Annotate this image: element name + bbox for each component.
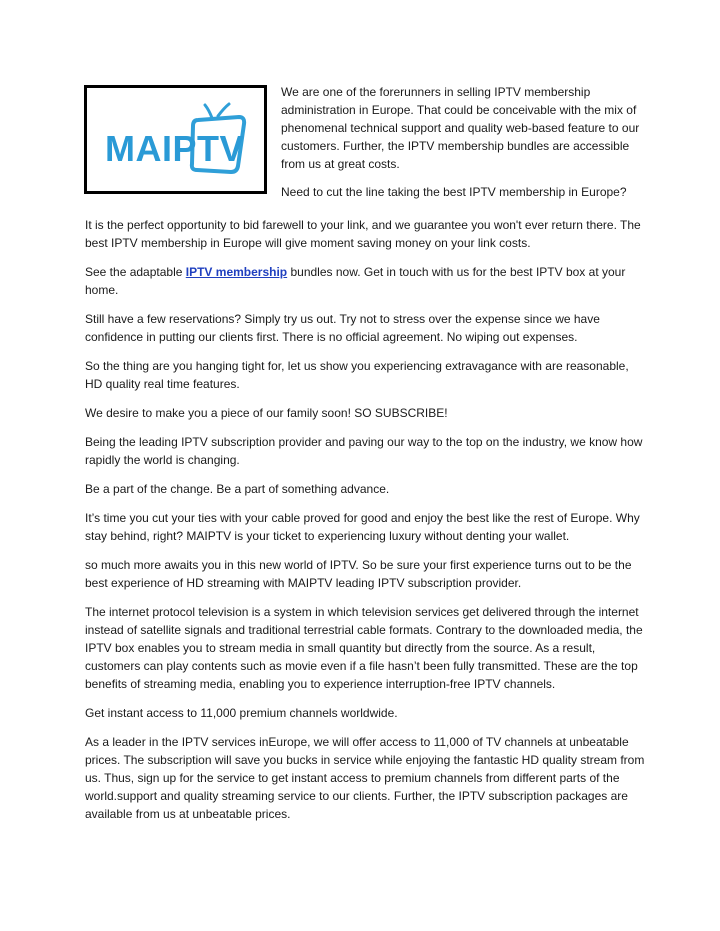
paragraph-3: Still have a few reservations? Simply try us out. Try not to stress over the expense since we have confidence in putting our clients first. There is no official agreement. No wiping out expenses. bbox=[85, 312, 600, 344]
paragraph-12: As a leader in the IPTV services inEurope, we will offer access to 11,000 of TV channels at unbeatable prices. The subscription will save you bucks in service while enjoying the fantastic HD quality stream from us. Thus, sign up for the service to get instant access to premium channels from different parts of the world.support and quality streaming service to our clients. Further, the IPTV subscription packages are available from us at unbeatable prices. bbox=[85, 735, 645, 821]
paragraph-4: So the thing are you hanging tight for, let us show you experiencing extravagance with are reasonable, HD quality real time features. bbox=[85, 359, 629, 391]
paragraph-2 bbox=[85, 263, 645, 299]
paragraph-7: Be a part of the change. Be a part of something advance. bbox=[85, 482, 390, 496]
paragraph-10: The internet protocol television is a system in which television services get delivered through the internet instead of satellite signals and traditional terrestrial cable formats. Contrary to the downloaded media, the IPTV box enables you to stream media in small quantity but directly from the source. As a result, customers can play contents such as movie even if a file hasn’t been fully transmitted. These are the top benefits of streaming media, enabling you to experience interruption-free IPTV channels. bbox=[85, 605, 643, 691]
paragraph-2-end: bundles now. Get in touch with us for the best IPTV box at your home. bbox=[85, 265, 626, 297]
intro-text bbox=[281, 83, 641, 211]
maiptv-logo bbox=[84, 85, 267, 194]
paragraph-9: so much more awaits you in this new world of IPTV. So be sure your first experience turns out to be the best experience of HD streaming with MAIPTV leading IPTV subscription provider. bbox=[85, 558, 632, 590]
tv-logo-icon bbox=[87, 88, 264, 191]
paragraph-11: Get instant access to 11,000 premium channels worldwide. bbox=[85, 706, 398, 720]
intro-paragraph-1: We are one of the forerunners in selling IPTV membership administration in Europe. That could be conceivable with the mix of phenomenal technical support and quality web-based feature to our customers. Further, the IPTV membership bundles are accessible from us at great costs. bbox=[281, 85, 640, 171]
iptv-membership-link[interactable]: IPTV membership bbox=[185, 265, 288, 279]
logo-text: MAIPTV bbox=[105, 128, 245, 169]
paragraph-5: We desire to make you a piece of our family soon! SO SUBSCRIBE! bbox=[85, 406, 448, 420]
paragraph-1: It is the perfect opportunity to bid farewell to your link, and we guarantee you won't ever return there. The best IPTV membership in Europe will give moment saving money on your link costs. bbox=[85, 218, 641, 250]
paragraph-2-start: See the adaptable bbox=[85, 265, 186, 279]
body-text bbox=[85, 216, 645, 834]
paragraph-8: It’s time you cut your ties with your cable proved for good and enjoy the best like the rest of Europe. Why stay behind, right? MAIPTV is your ticket to experiencing luxury without denting your wallet. bbox=[85, 511, 640, 543]
paragraph-6: Being the leading IPTV subscription provider and paving our way to the top on the industry, we know how rapidly the world is changing. bbox=[85, 435, 643, 467]
intro-paragraph-2: Need to cut the line taking the best IPTV membership in Europe? bbox=[281, 185, 627, 199]
